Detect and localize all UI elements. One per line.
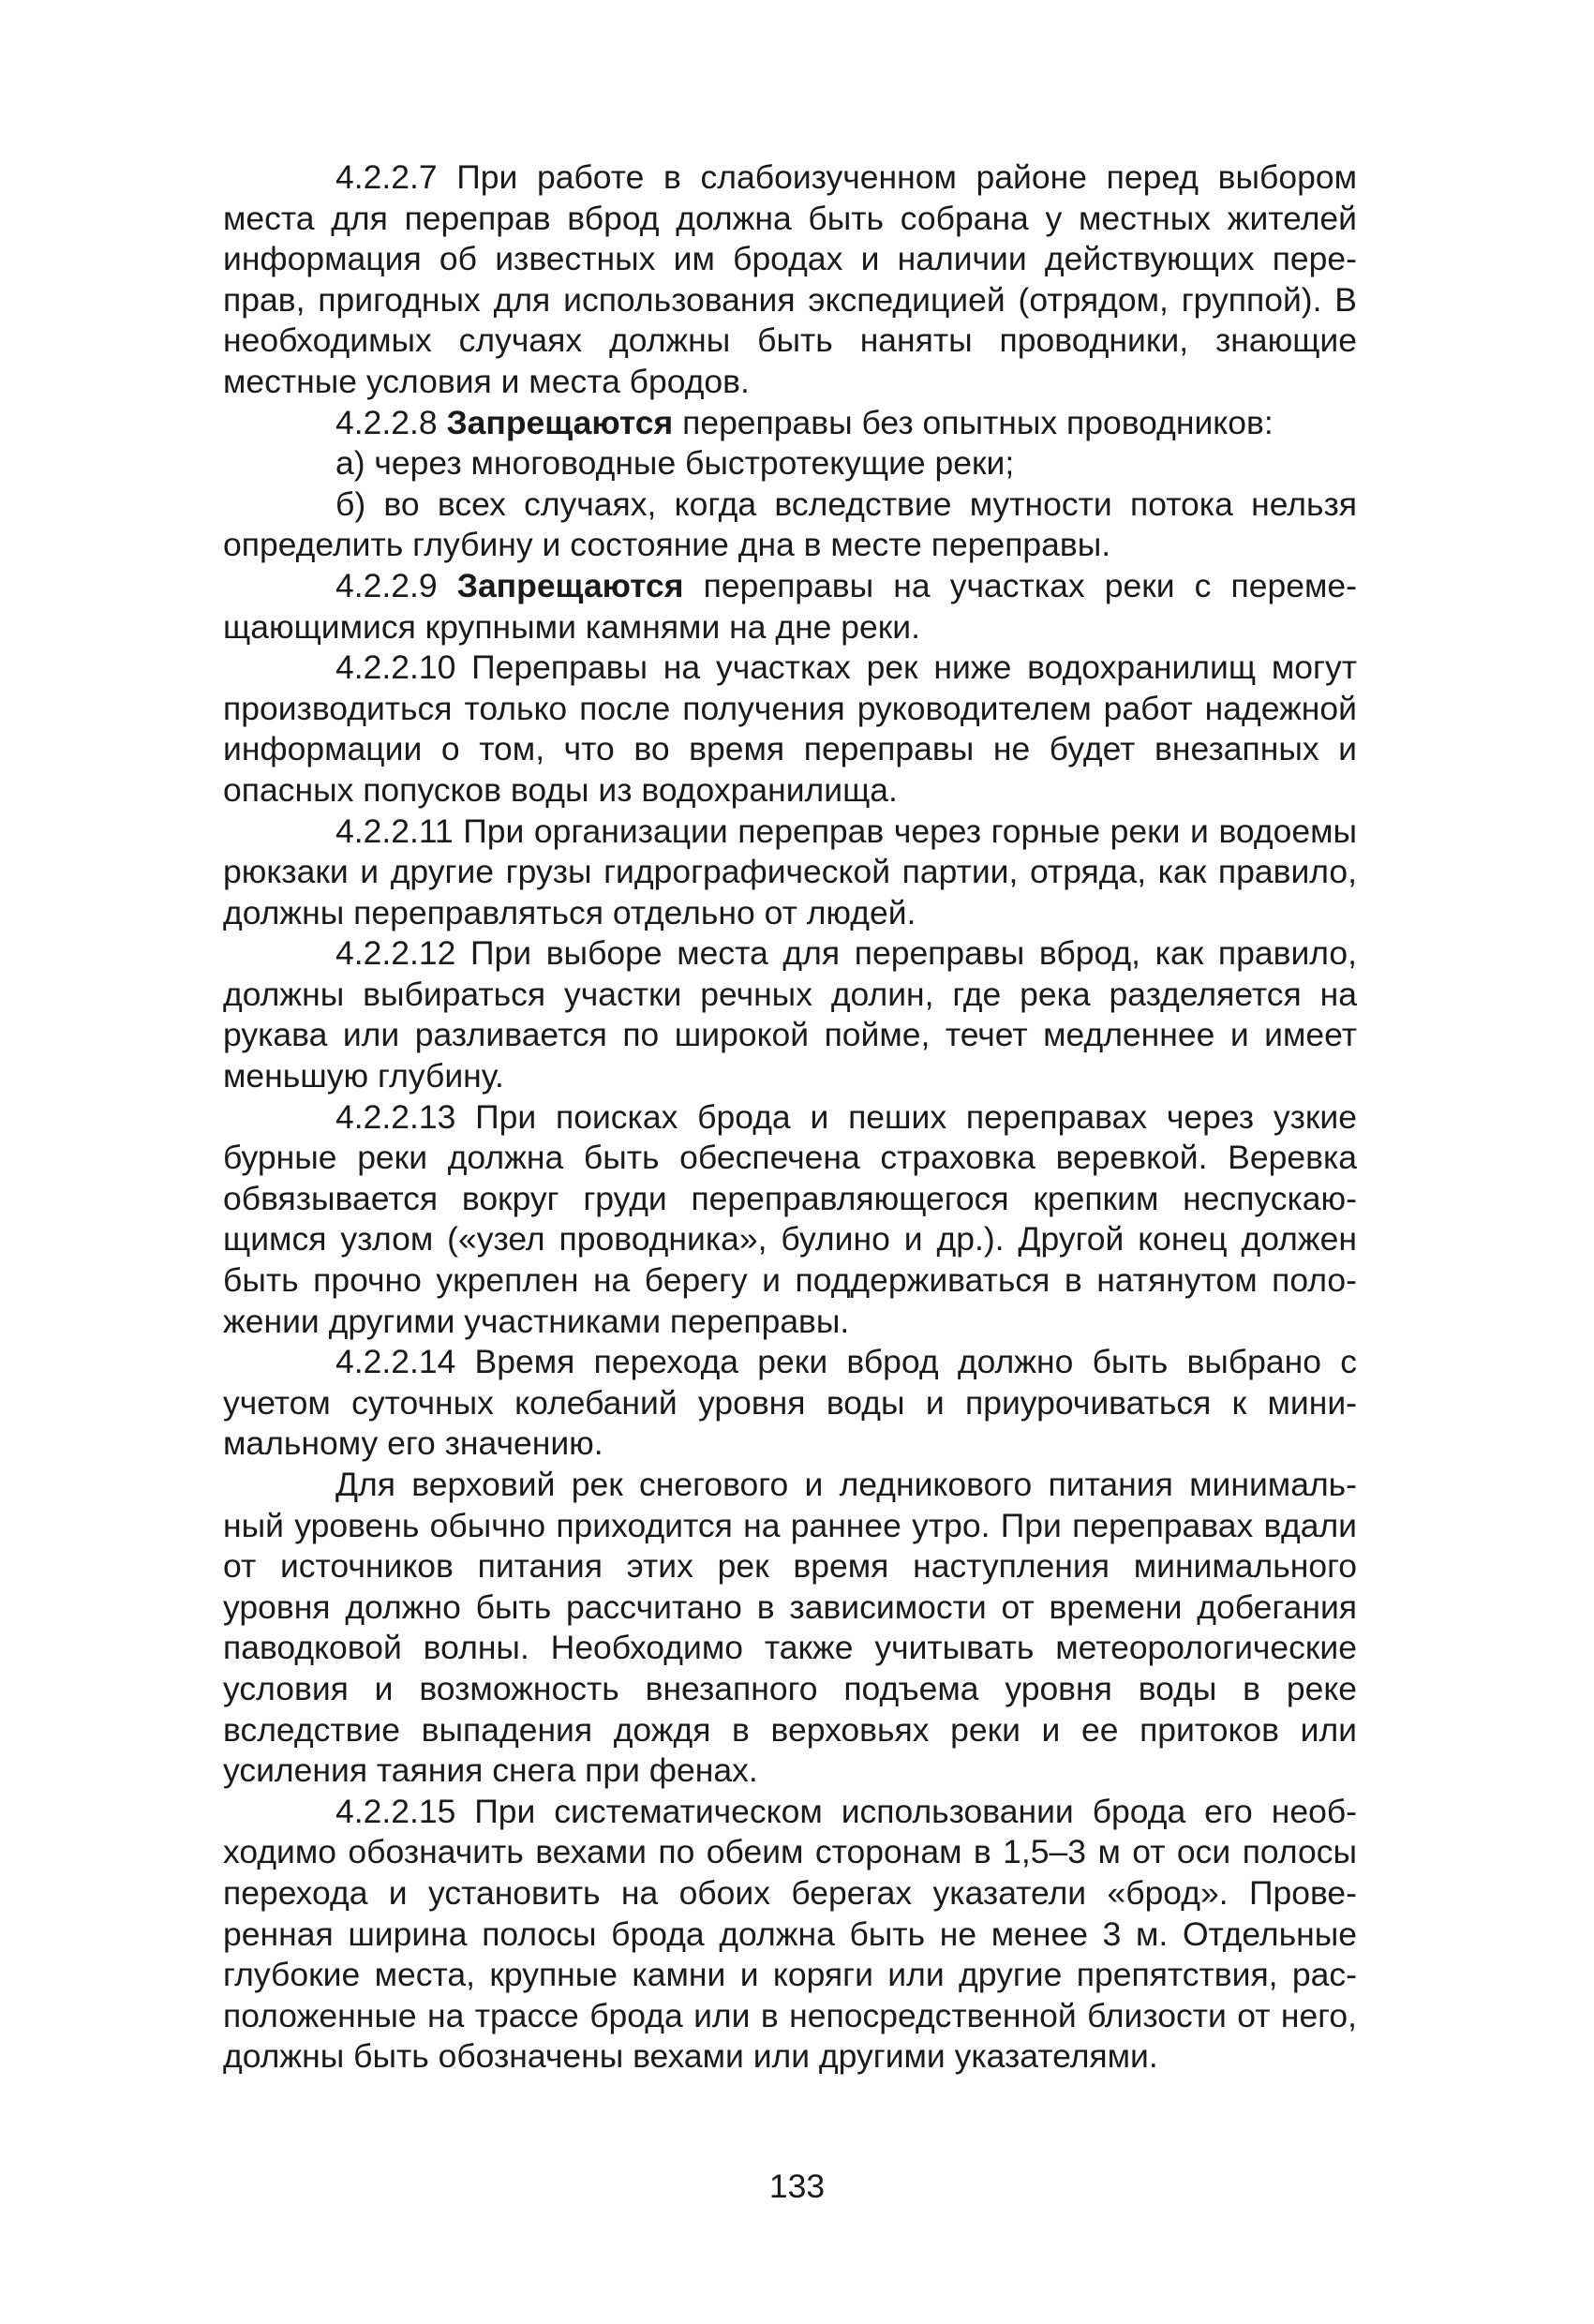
paragraph-text: 4.2.2.11 При организации переправ через горные реки и водоемы рюкзаки и другие грузы гидрографической партии, отряда, как правило, должны переправляться отдельно от людей. — [223, 812, 1357, 931]
document-body — [223, 157, 1357, 2078]
list-item-b — [223, 484, 1357, 566]
paragraph-text: 4.2.2.7 При работе в слабоизученном районе перед выбором места для переправ вброд должна быть собрана у местных жителей информация об известных им бродах и наличии действующих переправ, пригодных для использования экспедицией (отрядом, группой). В необходимых случаях должны быть наняты проводники, знающие местные условия и места бродов. — [223, 158, 1357, 400]
paragraph-bold-term: Запрещаются — [446, 403, 674, 441]
paragraph-text: б) во всех случаях, когда вследствие мутности потока нельзя определить глубину и состояние дна в месте переправы. — [223, 484, 1357, 564]
paragraph-text: Для верховий рек снегового и ледникового питания минимальный уровень обычно приходится на раннее утро. При переправах вдали от источников питания этих рек время наступления минимального уровня должно быть рассчитано в зависимости от времени добегания паводковой волны. Необходимо также учитывать метеорологические условия и возможность внезапного подъема уровня воды в реке вследствие выпадения дождя в верховьях реки и ее притоков или усиления таяния снега при фенах. — [223, 1466, 1357, 1790]
paragraph-text: переправы без опытных проводников: — [673, 403, 1274, 441]
paragraph-text: 4.2.2.10 Переправы на участках рек ниже водохранилищ могут производиться только после получения руководителем работ надежной информации о том, что во время переправы не будет внезапных и опасных попусков воды из водохранилища. — [223, 648, 1357, 809]
paragraph-headwaters — [223, 1465, 1357, 1792]
paragraph-4-2-2-9 — [223, 566, 1357, 648]
paragraph-bold-term: Запрещаются — [456, 566, 684, 604]
paragraph-4-2-2-7 — [223, 157, 1357, 403]
paragraph-lead: 4.2.2.8 — [335, 403, 447, 441]
list-item-a — [223, 443, 1357, 484]
paragraph-text: 4.2.2.13 При поисках брода и пеших переправах через узкие бурные реки должна быть обеспечена страховка веревкой. Веревка обвязывается вокруг груди переправляющегося крепким неспускающимся узлом («узел проводника», булино и др.). Другой конец должен быть прочно укреплен на берегу и поддерживаться в натянутом положении другими участниками переправы. — [223, 1097, 1357, 1340]
paragraph-4-2-2-12 — [223, 933, 1357, 1096]
paragraph-4-2-2-11 — [223, 812, 1357, 934]
paragraph-4-2-2-13 — [223, 1097, 1357, 1343]
paragraph-text: переправы на участках реки с перемещающимися крупными камнями на дне реки. — [223, 566, 1357, 646]
page-number: 133 — [768, 2168, 826, 2205]
paragraph-4-2-2-8 — [223, 403, 1357, 444]
paragraph-4-2-2-14 — [223, 1342, 1357, 1465]
paragraph-text: а) через многоводные быстротекущие реки; — [335, 444, 1015, 483]
paragraph-4-2-2-15 — [223, 1792, 1357, 2078]
paragraph-lead: 4.2.2.9 — [335, 566, 457, 604]
paragraph-text: 4.2.2.15 При систематическом использовании брода его необходимо обозначить вехами по обеим сторонам в 1,5–3 м от оси полосы перехода и установить на обоих берегах указатели «брод». Проверенная ширина полосы брода должна быть не менее 3 м. Отдельные глубокие места, крупные камни и коряги или другие препятствия, расположенные на трассе брода или в непосредственной близости от него, должны быть обозначены вехами или другими указателями. — [223, 1792, 1357, 2076]
paragraph-4-2-2-10 — [223, 648, 1357, 811]
paragraph-text: 4.2.2.14 Время перехода реки вброд должно быть выбрано с учетом суточных колебаний уровня воды и приурочиваться к минимальному его значению. — [223, 1343, 1357, 1463]
paragraph-text: 4.2.2.12 При выборе места для переправы вброд, как правило, должны выбираться участки речных долин, где река разделяется на рукава или разливается по широкой пойме, течет медленнее и имеет меньшую глубину. — [223, 934, 1357, 1095]
